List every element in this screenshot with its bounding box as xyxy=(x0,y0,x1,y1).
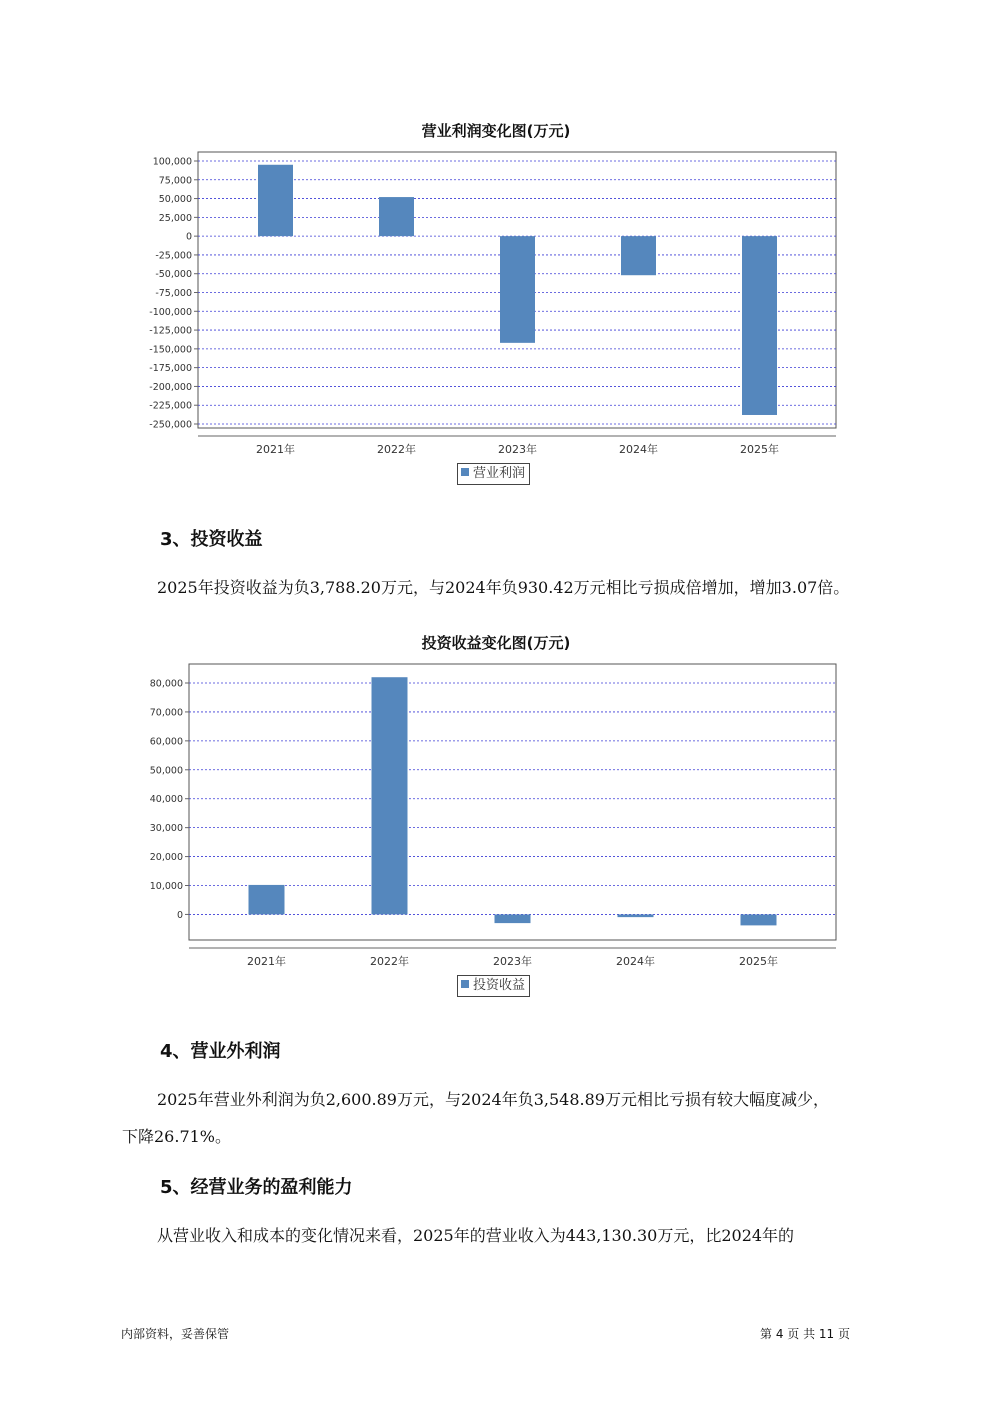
profit-chart-title: 营业利润变化图(万元) xyxy=(421,122,571,140)
y-tick-label: 40,000 xyxy=(149,794,183,806)
legend-label: 营业利润 xyxy=(473,466,526,481)
plot-area xyxy=(189,664,836,940)
y-tick-label: -175,000 xyxy=(149,363,192,375)
section-5-heading: 5、经营业务的盈利能力 xyxy=(160,1177,353,1198)
bar-2022年 xyxy=(372,677,408,914)
invest-chart-title: 投资收益变化图(万元) xyxy=(421,634,571,652)
y-tick-label: 80,000 xyxy=(149,678,183,690)
y-tick-label: 75,000 xyxy=(158,175,192,187)
footer-page-number: 第 4 页 共 11 页 xyxy=(760,1327,850,1341)
y-tick-label: -225,000 xyxy=(149,400,192,412)
bar-2023年 xyxy=(495,914,531,923)
y-tick-label: -200,000 xyxy=(149,381,192,393)
y-tick-label: 10,000 xyxy=(149,881,183,892)
y-tick-label: -75,000 xyxy=(155,288,192,299)
section-4-paragraph-line-2: 下降26.71%。 xyxy=(122,1127,232,1146)
y-tick-label: 50,000 xyxy=(158,194,192,206)
x-tick-label: 2024年 xyxy=(616,955,655,968)
y-tick-label: 50,000 xyxy=(149,765,183,777)
y-tick-label: -150,000 xyxy=(149,344,192,356)
section-4-paragraph-line-1: 2025年营业外利润为负2,600.89万元，与2024年负3,548.89万元相比亏损有较大幅度减少， xyxy=(157,1090,829,1109)
x-tick-label: 2022年 xyxy=(370,955,409,968)
x-tick-label: 2022年 xyxy=(377,443,416,456)
x-tick-label: 2023年 xyxy=(493,955,532,968)
y-tick-label: -250,000 xyxy=(149,419,192,431)
legend-label: 投资收益 xyxy=(473,978,526,993)
legend-swatch xyxy=(461,980,469,988)
y-tick-label: -100,000 xyxy=(149,306,192,318)
section-3-heading: 3、投资收益 xyxy=(160,529,263,550)
footer-confidential: 内部资料，妥善保管 xyxy=(121,1327,230,1341)
invest-chart-legend xyxy=(457,975,530,997)
section-4-heading: 4、营业外利润 xyxy=(160,1041,281,1062)
bar-2025年 xyxy=(741,914,777,925)
x-tick-label: 2025年 xyxy=(739,955,778,968)
y-tick-label: -50,000 xyxy=(155,269,192,281)
y-tick-label: -125,000 xyxy=(149,325,192,337)
section-3-paragraph: 2025年投资收益为负3,788.20万元，与2024年负930.42万元相比亏损成倍增加，增加3.07倍。 xyxy=(157,578,850,597)
bar-2021年 xyxy=(249,885,285,915)
y-tick-label: 0 xyxy=(176,909,183,921)
x-tick-label: 2021年 xyxy=(256,443,295,456)
bar-2024年 xyxy=(618,914,654,917)
x-tick-label: 2025年 xyxy=(740,443,779,456)
y-tick-label: 20,000 xyxy=(149,852,183,864)
y-tick-label: 100,000 xyxy=(152,156,192,168)
x-tick-label: 2023年 xyxy=(498,443,537,456)
x-tick-label: 2024年 xyxy=(619,443,658,456)
y-tick-label: 70,000 xyxy=(149,707,183,719)
y-tick-label: 25,000 xyxy=(158,212,192,224)
y-tick-label: 60,000 xyxy=(149,736,183,748)
x-tick-label: 2021年 xyxy=(247,955,286,968)
y-tick-label: 30,000 xyxy=(149,823,183,835)
y-tick-label: 0 xyxy=(185,231,192,243)
section-5-paragraph: 从营业收入和成本的变化情况来看，2025年的营业收入为443,130.30万元，比2024年的 xyxy=(157,1226,795,1245)
y-tick-label: -25,000 xyxy=(155,250,192,262)
